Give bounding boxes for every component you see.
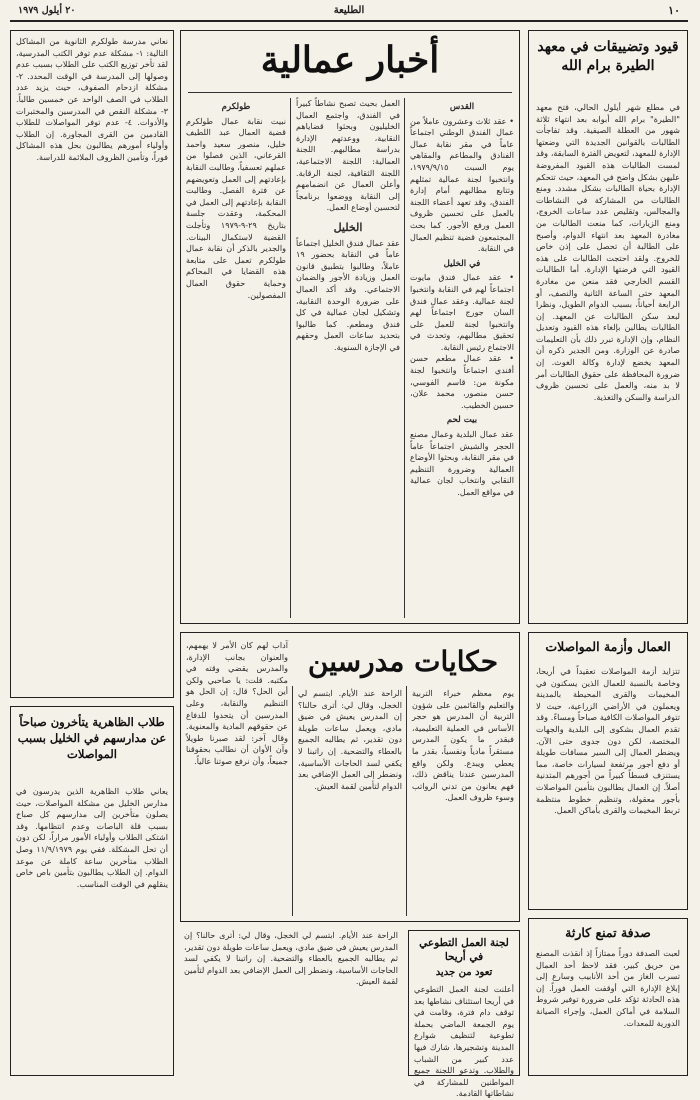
stories-continued: الراحة عند الأيام. ابتسم لي الخجل، وقال لي: أترى حالنا؟ إن المدرس يعيش في ضيق مادي، ويعمل ساعات طويلة دون تقدير، ثم يطالبه الجميع بالعطاء والتضحية. إن راتبنا لا يكفي لسد الحاجات الأساسية، ونضطر إلى العمل الإضافي بعد الدوام لتأمين لقمة العيش. xyxy=(184,930,398,987)
article-tulkarm-school: نعاني مدرسة طولكرم الثانوية من المشاكل التالية: ١- مشكلة عدم توفر الكتب المدرسية، لقد تأخر توزيع الكتب على الطلاب بسبب عدم وصولها إلى المدرسة في الوقت المحدد. ٢- مشكلة ازدحام الصفوف، حيث يزيد عدد الطلاب في الصف الواحد عن خمسين طالباً. ٣- مشكلة النقص في المدرسين والمختبرات والأدوات. ٤- عدم توفر المواصلات للطلاب القادمين من القرى المجاورة. إن الطلاب وأولياء أمورهم يطالبون بحل هذه المشاكل فوراً، وتأمين الظروف الملائمة للدراسة. xyxy=(16,36,168,162)
subhead-hebron-hotels: في الخليل xyxy=(443,258,481,269)
item-hebron-hotel: عقد عمال فندق الخليل اجتماعاً عاماً في النقابة بحضور ١٩ عاملاً، وطالبوا بتطبيق قانون العمل وزيادة الأجور والضمان الاجتماعي. وقد أكد العمال على ضرورة الوحدة النقابية، وتشكيل لجان عمالية في كل فندق ومطعم. كما طالبوا بتحديد ساعات العمل وحقهم في الإجازة السنوية. xyxy=(296,237,400,352)
labor-news-col-b xyxy=(296,98,400,618)
page-number: ١٠ xyxy=(668,4,680,17)
newspaper-name: الطليعة xyxy=(333,5,365,16)
subhead-hebron: الخليل xyxy=(333,220,363,234)
stories-divider-1 xyxy=(292,686,293,916)
subhead-bethlehem: بيت لحم xyxy=(446,415,478,426)
headline-chance: صدفة تمنع كارثة xyxy=(565,925,651,940)
headline-volunteer-committee: لجنة العمل التطوعي في أريحا xyxy=(419,937,509,963)
subhead-tulkarm: طولكرم xyxy=(221,102,251,112)
issue-date: ٢٠ أيلول ١٩٧٩ xyxy=(18,5,76,16)
item-hotel-committees: • عقد عمال فندق مايوت اجتماعاً لهم في النقابة وانتخبوا لجنة عمالية. وعقد عمال فندق السان جورج اجتماعاً لهم وانتخبوا لجنة للعمل على تحقيق مطالبهم، وتحدث في الاجتماع رئيس النقابة. xyxy=(410,272,514,352)
stories-divider-2 xyxy=(406,686,407,916)
col-divider-2 xyxy=(290,98,291,618)
article-dhahiriya-students: يعاني طلاب الظاهرية الذين يدرسون في مدارس الخليل من مشكلة المواصلات، حيث يصلون متأخرين إلى مدارسهم كل صباح بسبب قلة الباصات وعدم انتظامها. وقد اشتكى الطلاب وأولياء الأمور مراراً، لكن دون أن تحل المشكلة. ففي يوم ١١/٩/١٩٧٩ وصل الطلاب متأخرين ساعة كاملة عن موعد الدوام. إن الطلاب يطالبون بتأمين باص خاص ينقلهم في الوقت المناسب. xyxy=(16,786,168,889)
col-divider-1 xyxy=(404,98,405,618)
subhead-volunteer-committee: تعود من جديد xyxy=(435,967,493,978)
item-tulkarm-union: نبيت نقابة عمال طولكرم قضية العمال عبد اللطيف خليل، منصور سعيد واحمد القرعاني، الذين فصلوا من عملهم تعسفياً، وطالبت النقابة بإعادتهم إلى العمل وتعويضهم عن فترة الفصل. وطالبت النقابة بإعادتهم إلى العمل في المحكمة، وعقدت جلسة بتاريخ ٢٩-٩-١٩٧٩ وتأجلت القضية لاستكمال البينات. والجدير بالذكر أن نقابة عمال طولكرم تعمل على متابعة هذه القضايا في المحاكم وحماية حقوق العمال المفصولين. xyxy=(186,115,286,300)
article-volunteer-committee: أعلنت لجنة العمل التطوعي في أريحا استئناف نشاطها بعد توقف دام فترة، وقامت في يوم الجمعة الماضي بحملة تطوعية لتنظيف شوارع المدينة وتشجيرها، شارك فيها عدد كبير من الشباب والطلاب. وتدعو اللجنة جميع المواطنين للمشاركة في نشاطاتها القادمة. xyxy=(414,984,514,1099)
item-bethlehem: عقد عمال البلدية وعمال مصنع الحجر والشيش اجتماعاً عاماً في مقر النقابة، وبحثوا الأوضاع العمالية وضرورة التنظيم النقابي وانتخاب لجان عمالية في مواقع العمل. xyxy=(410,429,514,497)
article-chance: لعبت الصدفة دوراً ممتازاً إذ أنقذت المصنع من حريق كبير، فقد لاحظ أحد العمال تسرب الغاز من أحد الأنابيب وسارع إلى إبلاغ الإدارة التي أوقفت العمل فوراً. إن هذه الحادثة تؤكد على ضرورة توفير شروط السلامة في أماكن العمل، وإجراء الصيانة الدورية للمعدات. xyxy=(536,948,680,1028)
item-restaurant-committee: • عقد عمال مطعم حسن أفندي اجتماعاً وانتخبوا لجنة مكونة من: قاسم الفوسي، حسن منصور، محمد علان، حسين الخطيب. xyxy=(410,353,514,410)
masthead-rule xyxy=(188,92,512,93)
article-tayreh: في مطلع شهر أيلول الحالي، فتح معهد "الطيرة" برام الله أبوابه بعد انتهاء ثلاثة شهور من العطلة الصيفية. وقد تفاجأت الطالبات بالقوانين الجديدة التي وضعتها الإدارة للمعهد، لتعويض الفترة السابقة، وقد لمست الطالبات هذه القيود المفروضة عليهن بشكل واضح في المعهد، حيث تتحكم الإدارة بحياة الطالبات بشكل مشدد. ومنع الطالبات من المشاركة في النشاطات والمجالس، وتقليص عدد ساعات الخروج، ومنع الزيارات، كما منعت الطالبات من مغادرة المعهد بعد انتهاء الدوام، وأصبح على الطالبة أن تحصل على إذن خاص للخروج. ولقد احتجت الطالبات على هذه القيود التي فرضتها الإدارة. أما الطالبات القسم الخارجي فقد منعن من مغادرة المعهد حتى الساعة الثانية والنصف، أو الرابعة أحياناً، بسبب الدوام الطويل، ونظرا لبعد سكن الطالبات عن المعهد. إن الطالبات يطالبن بإلغاء هذه القيود وتعديل النظام، وإن الإدارة تبرر ذلك بأن التعليمات صادرة عن الوزارة. ومن الجدير ذكره أن المعهد يخضع لإدارة وكالة الغوث. إن ضرورة المحافظة على حقوق الطالبات أمر لا بد منه، والعمل على تحسين ظروف الدراسة والسكن والتغذية. xyxy=(536,102,680,402)
item-national-hotel: • عقد ثلاث وعشرون عاملاً من عمال الفندق الوطني اجتماعاً عاماً في مقر نقابة عمال الفنادق والمطاعم والمقاهي يوم السبت ١٩٧٩/٩/١٥، وانتخبوا لجنة عمالية تمثلهم وتتابع مطالبهم أمام إدارة الفندق، وقد تعهد أعضاء اللجنة بالعمل على تحسين ظروف العمل ورفع الأجور. كما بحث المجتمعون قضية تنظيم العمال في النقابة. xyxy=(410,115,514,254)
header-rule xyxy=(10,20,688,22)
subhead-jerusalem: القدس xyxy=(449,102,475,112)
stories-col-2: الراحة عند الأيام. ابتسم لي الخجل، وقال لي: أترى حالنا؟ إن المدرس يعيش في ضيق مادي، ويعمل ساعات طويلة دون تقدير، ثم يطالبه الجميع بالعطاء والتضحية. إن راتبنا لا يكفي لسد الحاجات الأساسية، ونضطر إلى العمل الإضافي بعد الدوام لتأمين لقمة العيش. xyxy=(298,688,402,791)
labor-news-col-c xyxy=(186,98,286,618)
headline-teacher-stories: حكايات مدرسين xyxy=(307,645,499,678)
item-hotel-continued: العمل بحيث تصبح نشاطاً كبيراً في الفندق، واجتمع العمال الخليليون وبحثوا قضاياهم النقابية، ووعدتهم الإدارة بدراسة مطالبهم. اللجنة العمالية: اللجنة الاجتماعية، اللجنة الثقافية، لجنة الرقابة. وأعلن العمال عن انضمامهم إلى النقابة ووضعوا برنامجاً لتحسين أوضاع العمل. xyxy=(296,98,400,213)
headline-tayreh: قيود وتضييقات في معهد الطيرة برام الله xyxy=(537,39,679,74)
newspaper-page xyxy=(10,4,688,1099)
headline-dhahiriya-students: طلاب الظاهرية يتأخرون صباحاً عن مدارسهم في الخليل بسبب المواصلات xyxy=(17,715,167,761)
masthead-labor-news: أخبار عمالية xyxy=(260,39,440,81)
stories-col-1: آداب لهم كان الأمر لا يهمهم، والعنوان بجانب الإدارة، والمدرس يقضي وقته في مكتبه. قلت: يا صاحبي ولكن أين الحل؟ قال: إن الحل هو التنظيم والنقابة، وعلى المدرسين أن يتحدوا للدفاع عن حقوقهم المادية والمعنوية. وقال آخر: لقد صبرنا طويلاً وآن الأوان أن نطالب بحقوقنا جميعاً، وأن نرفع صوتنا عالياً. xyxy=(186,640,288,766)
stories-col-3: يوم معظم خبراء التربية والتعليم والقائمين على شؤون التربية أن المدرس هو حجر الأساس في العملية التعليمية، فبقدر ما يكون المدرس مستقراً مادياً ونفسياً، بقدر ما يعطي ويبدع. ولكن واقع المدرسين عندنا يناقض ذلك، فهم يعانون من تدني الرواتب وسوء ظروف العمل. xyxy=(412,688,514,803)
labor-news-col-a xyxy=(410,98,514,618)
headline-transport: العمال وأزمة المواصلات xyxy=(545,639,671,654)
article-transport: تتزايد أزمة المواصلات تعقيداً في أريحا، وخاصة بالنسبة للعمال الذين يسكنون في المخيمات والقرى المحيطة بالمدينة ويعملون في الأراضي الزراعية، حيث لا تتوفر المواصلات الكافية صباحاً ومساءً. وقد تقدم العمال بشكوى إلى البلدية والجهات المختصة، لكن دون جدوى حتى الآن. ويضطر العمال إلى السير مسافات طويلة أو دفع أجور مرتفعة لسيارات خاصة، مما يستنزف قسطاً كبيراً من أجورهم المتدنية أصلاً. إن العمال يطالبون بتأمين المواصلات بأجور معقولة، وتنظيم خطوط منتظمة تربط المخيمات والقرى بأماكن العمل. xyxy=(536,666,680,816)
